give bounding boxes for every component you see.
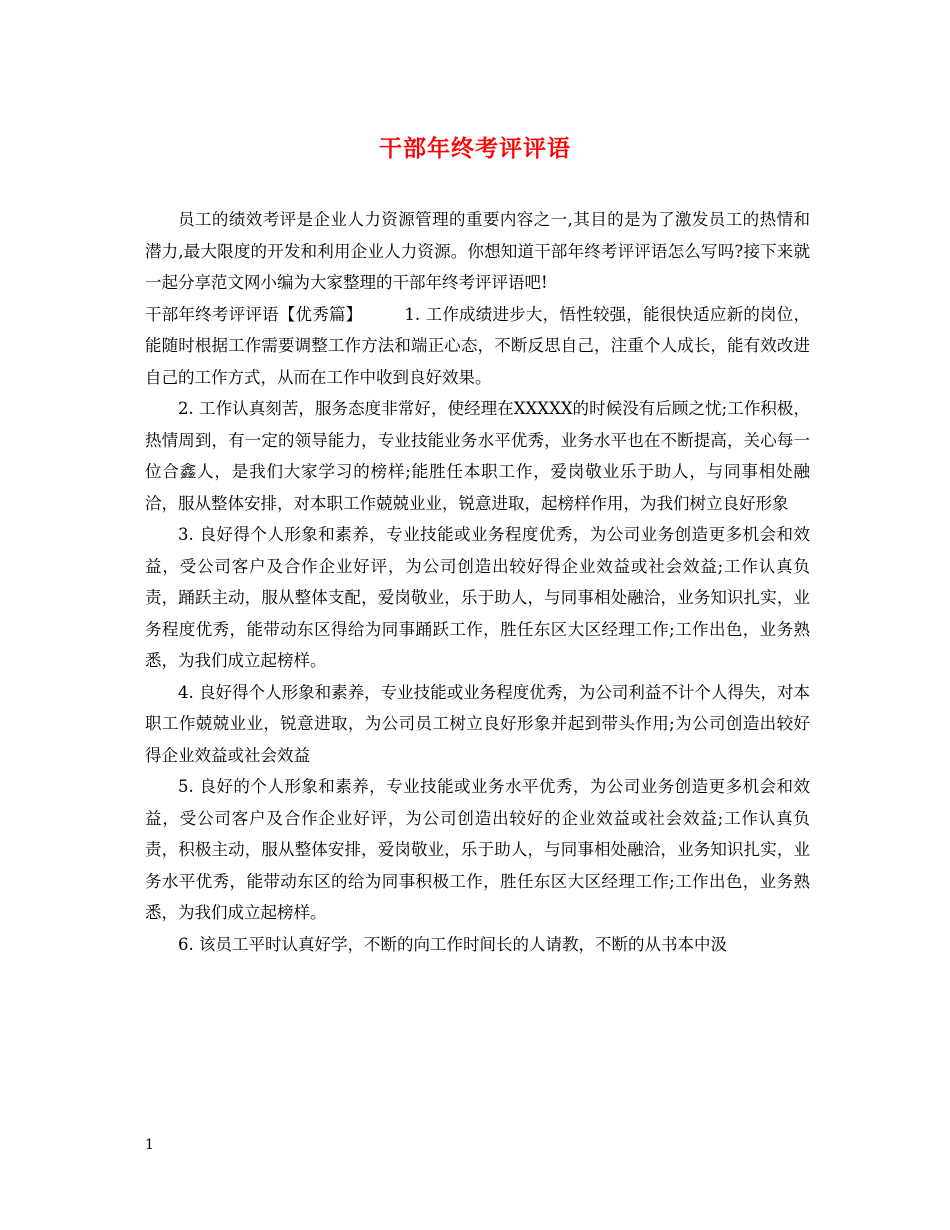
item-3: 3. 良好得个人形象和素养，专业技能或业务程度优秀，为公司业务创造更多机会和效益，受公司客户及合作企业好评，为公司创造出较好得企业效益或社会效益;工作认真负责，踊跃主动，服从整体支配，爱岗敬业，乐于助人，与同事相处融洽，业务知识扎实，业务程度优秀，能带动东区得给为同事踊跃工作，胜任东区大区经理工作;工作出色，业务熟悉，为我们成立起榜样。 — [145, 525, 810, 670]
page-number: 1 — [145, 1137, 154, 1153]
item-5: 5. 良好的个人形象和素养，专业技能或业务水平优秀，为公司业务创造更多机会和效益，受公司客户及合作企业好评，为公司创造出较好的企业效益或社会效益;工作认真负责，积极主动，服从整体安排，爱岗敬业，乐于助人，与同事相处融洽，业务知识扎实，业务水平优秀，能带动东区的给为同事积极工作，胜任东区大区经理工作;工作出色，业务熟悉，为我们成立起榜样。 — [145, 777, 810, 922]
item-1: 1. 工作成绩进步大，悟性较强，能很快适应新的岗位，能随时根据工作需要调整工作方法和端正心态，不断反思自己，注重个人成长，能有效改进自己的工作方式，从而在工作中收到良好效果。 — [145, 304, 810, 387]
document-title: 干部年终考评评语 — [379, 135, 571, 162]
section-paragraph — [145, 299, 810, 394]
item-6: 6. 该员工平时认真好学，不断的向工作时间长的人请教，不断的从书本中汲 — [178, 934, 727, 954]
intro-paragraph: 员工的绩效考评是企业人力资源管理的重要内容之一,其目的是为了激发员工的热情和潜力,最大限度的开发和利用企业人力资源。你想知道干部年终考评评语怎么写吗?接下来就一起分享范文网小编为大家整理的干部年终考评评语吧! — [145, 210, 810, 292]
section-heading: 干部年终考评评语【优秀篇】 — [145, 304, 363, 324]
document-body — [145, 204, 810, 960]
item-2: 2. 工作认真刻苦，服务态度非常好，使经理在XXXXX的时候没有后顾之忧;工作积极，热情周到，有一定的领导能力，专业技能业务水平优秀，业务水平也在不断提高，关心每一位合鑫人，是我们大家学习的榜样;能胜任本职工作，爱岗敬业乐于助人，与同事相处融洽，服从整体安排，对本职工作兢兢业业，锐意进取，起榜样作用，为我们树立良好形象 — [145, 399, 810, 513]
item-4: 4. 良好得个人形象和素养，专业技能或业务程度优秀，为公司利益不计个人得失，对本职工作兢兢业业，锐意进取，为公司员工树立良好形象并起到带头作用;为公司创造出较好得企业效益或社会效益 — [145, 682, 810, 765]
